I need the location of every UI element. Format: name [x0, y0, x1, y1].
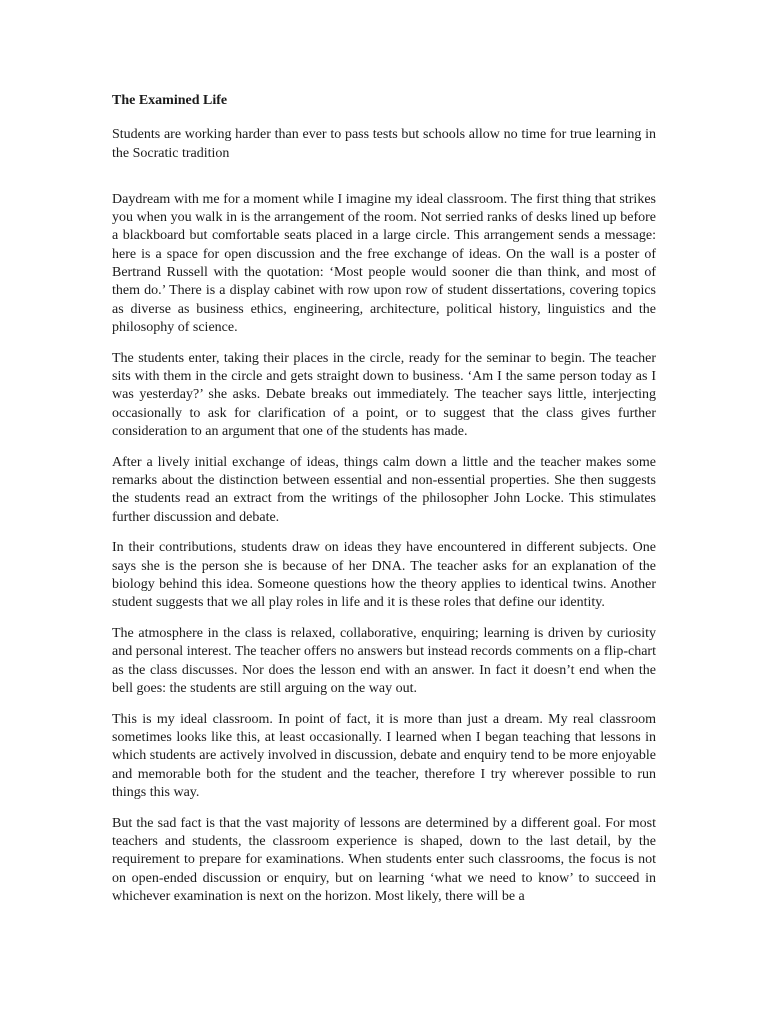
body-paragraph: But the sad fact is that the vast majority of lessons are determined by a different goal. For most teachers and students, the classroom experience is shaped, down to the last detail, by the requirement to prepare for examinations. When students enter such classrooms, the focus is not on open-ended discussion or enquiry, but on learning ‘what we need to know’ to succeed in whichever examination is next on the horizon. Most likely, there will be a	[112, 815, 656, 904]
document-title: The Examined Life	[112, 93, 228, 108]
body-paragraph: After a lively initial exchange of ideas, things calm down a little and the teacher makes some remarks about the distinction between essential and non-essential properties. She then suggests the students read an extract from the writings of the philosopher John Locke. This stimulates further discussion and debate.	[112, 454, 656, 525]
document-body	[112, 191, 656, 906]
body-paragraph: In their contributions, students draw on ideas they have encountered in different subjects. One says she is the person she is because of her DNA. The teacher asks for an explanation of the biology behind this idea. Someone questions how the theory applies to identical twins. Another student suggests that we all play roles in life and it is these roles that define our identity.	[112, 540, 656, 611]
body-paragraph: The students enter, taking their places in the circle, ready for the seminar to begin. The teacher sits with them in the circle and gets straight down to business. ‘Am I the same person today as I was yesterday?’ she asks. Debate breaks out immediately. The teacher says little, interjecting occasionally to ask for clarification of a point, or to suggest that the class gives further consideration to an argument that one of the students has made.	[112, 350, 656, 439]
body-paragraph: This is my ideal classroom. In point of fact, it is more than just a dream. My real classroom sometimes looks like this, at least occasionally. I learned when I began teaching that lessons in which students are actively involved in discussion, debate and enquiry tend to be more enjoyable and memorable both for the student and the teacher, therefore I try wherever possible to run things this way.	[112, 711, 656, 800]
body-paragraph: Daydream with me for a moment while I imagine my ideal classroom. The first thing that strikes you when you walk in is the arrangement of the room. Not serried ranks of desks lined up before a blackboard but comfortable seats placed in a large circle. This arrangement sends a message: here is a space for open discussion and the free exchange of ideas. On the wall is a poster of Bertrand Russell with the quotation: ‘Most people would sooner die than think, and most of them do.’ There is a display cabinet with row upon row of student dissertations, covering topics as diverse as business ethics, engineering, architecture, political history, linguistics and the philosophy of science.	[112, 191, 656, 335]
body-paragraph: The atmosphere in the class is relaxed, collaborative, enquiring; learning is driven by curiosity and personal interest. The teacher offers no answers but instead records comments on a flip-chart as the class discusses. Nor does the lesson end with an answer. In fact it doesn’t end when the bell goes: the students are still arguing on the way out.	[112, 626, 656, 697]
document-subtitle: Students are working harder than ever to pass tests but schools allow no time for true learning in the Socratic tradition	[112, 127, 656, 161]
document-page	[112, 92, 656, 919]
